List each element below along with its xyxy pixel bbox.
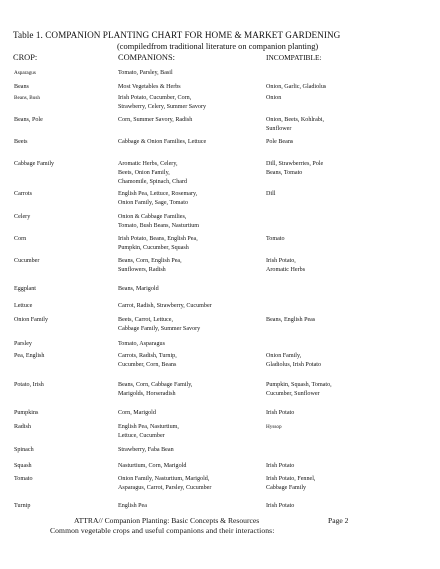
crop-cell: Onion Family — [14, 317, 49, 323]
footer-source: ATTRA// Companion Planting: Basic Concepts & Resources — [74, 516, 260, 525]
incompatible-line: Aromatic Herbs — [266, 266, 306, 273]
incompatible-line: Irish Potato, — [266, 258, 296, 264]
incompatible-line: Onion — [266, 95, 282, 101]
companions-line: Onion Family, Nasturtium, Marigold, — [118, 476, 210, 482]
companions-line: Beets, Onion Family, — [118, 169, 170, 176]
incompatible-line: Irish Potato — [266, 503, 295, 509]
incompatible-line: Hyssop — [266, 424, 282, 430]
companions-line: Corn, Marigold — [118, 410, 156, 416]
footer-caption: Common vegetable crops and useful companions and their interactions: — [50, 526, 275, 535]
incompatible-line: Pumpkin, Squash, Tomato, — [266, 382, 332, 388]
incompatible-line: Tomato — [266, 236, 285, 242]
incompatible-line: Onion, Garlic, Gladiolus — [266, 84, 327, 90]
companions-line: Cucumber, Corn, Beans — [118, 361, 177, 368]
incompatible-cell — [266, 475, 416, 493]
companions-line: Nasturtium, Corn, Marigold — [118, 463, 187, 469]
crop-cell: Cucumber — [14, 258, 40, 264]
column-header-companions: COMPANIONS: — [118, 53, 175, 62]
crop-cell: Beans — [14, 84, 29, 90]
companions-line: Strawberry, Celery, Summer Savory — [118, 103, 207, 110]
crop-cell: Pea, English — [14, 353, 45, 359]
companions-line: English Pea, Nasturtium, — [118, 424, 179, 430]
companions-line: Onion & Cabbage Families, — [118, 214, 187, 220]
companions-cell — [118, 116, 260, 125]
table-title: Table 1. COMPANION PLANTING CHART FOR HOME & MARKET GARDENING — [13, 30, 341, 40]
crop-cell: Radish — [14, 424, 31, 430]
companions-line: Cabbage & Onion Families, Lettuce — [118, 139, 207, 145]
crop-cell: Carrots — [14, 191, 32, 197]
incompatible-cell — [266, 502, 416, 511]
incompatible-cell — [266, 381, 416, 399]
companions-cell — [118, 257, 260, 275]
companions-line: Onion Family, Sage, Tomato — [118, 199, 188, 206]
companions-line: Asparagus, Carrot, Parsley, Cucumber — [118, 484, 212, 491]
crop-cell: Spinach — [14, 447, 34, 453]
companions-cell — [118, 69, 260, 78]
companions-line: Tomato, Bush Beans, Nasturtium — [118, 222, 199, 229]
companions-line: Strawberry, Faba Bean — [118, 447, 174, 453]
companions-line: Beans, Corn, Cabbage Family, — [118, 382, 193, 388]
incompatible-line: Irish Potato — [266, 463, 295, 469]
crop-cell: Pumpkins — [14, 410, 39, 416]
companions-line: Aromatic Herbs, Celery, — [118, 161, 178, 167]
companions-cell — [118, 94, 260, 112]
companions-cell — [118, 235, 260, 253]
incompatible-cell — [266, 94, 416, 103]
page-number: Page 2 — [328, 516, 349, 525]
incompatible-line: Cabbage Family — [266, 484, 307, 491]
companions-line: Most Vegetables & Herbs — [118, 84, 181, 90]
crop-cell: Asparagus — [14, 70, 36, 76]
crop-cell: Squash — [14, 463, 32, 469]
companions-cell — [118, 423, 260, 441]
incompatible-cell — [266, 235, 416, 244]
companions-cell — [118, 462, 260, 471]
companions-line: Chamomile, Spinach, Chard — [118, 178, 188, 185]
incompatible-line: Onion Family, — [266, 353, 302, 359]
crop-cell: Tomato — [14, 476, 33, 482]
incompatible-cell — [266, 138, 416, 147]
crop-cell: Lettuce — [14, 303, 33, 309]
incompatible-cell — [266, 257, 416, 275]
companions-cell — [118, 190, 260, 208]
incompatible-line: Beans, Tomato — [266, 169, 303, 176]
companions-cell — [118, 381, 260, 399]
incompatible-line: Dill — [266, 191, 276, 197]
crop-cell: Beets — [14, 139, 28, 145]
incompatible-line: Pole Beans — [266, 139, 294, 145]
companions-line: Pumpkin, Cucumber, Squash — [118, 244, 189, 251]
companions-line: English Pea — [118, 503, 147, 509]
column-header-crop: CROP: — [13, 53, 38, 62]
column-header-incompatible: INCOMPATIBLE: — [266, 53, 322, 62]
incompatible-line: Sunflower — [266, 125, 292, 132]
crop-cell: Eggplant — [14, 286, 37, 292]
crop-cell: Beans, Pole — [14, 117, 43, 123]
companions-cell — [118, 83, 260, 92]
companions-line: Irish Potato, Cucumber, Corn, — [118, 95, 192, 101]
crop-cell: Beans, Bush — [14, 95, 40, 101]
companions-line: Beans, Corn, English Pea, — [118, 258, 182, 264]
companions-line: Sunflowers, Radish — [118, 266, 166, 273]
companions-cell — [118, 340, 260, 349]
incompatible-cell — [266, 316, 416, 325]
companions-cell — [118, 352, 260, 370]
companions-line: Carrot, Radish, Strawberry, Cucumber — [118, 303, 212, 309]
incompatible-cell — [266, 462, 416, 471]
companions-line: Cabbage Family, Summer Savory — [118, 325, 201, 332]
incompatible-cell — [266, 116, 416, 134]
incompatible-line: Beans, English Peas — [266, 317, 316, 323]
companions-cell — [118, 160, 260, 186]
companions-cell — [118, 213, 260, 231]
companions-line: Beets, Carrot, Lettuce, — [118, 317, 173, 323]
companions-line: Tomato, Parsley, Basil — [118, 70, 173, 76]
incompatible-cell — [266, 160, 416, 178]
companions-cell — [118, 316, 260, 334]
incompatible-cell — [266, 83, 416, 92]
companions-line: Irish Potato, Beans, English Pea, — [118, 236, 198, 242]
crop-cell: Corn — [14, 236, 27, 242]
incompatible-cell — [266, 423, 416, 432]
companions-cell — [118, 502, 260, 511]
companions-line: English Pea, Lettuce, Rosemary, — [118, 191, 198, 197]
incompatible-line: Irish Potato — [266, 410, 295, 416]
companions-cell — [118, 285, 260, 294]
incompatible-line: Irish Potato, Fennel, — [266, 476, 316, 482]
table-subtitle: (compiledfrom traditional literature on companion planting) — [117, 42, 319, 51]
incompatible-cell — [266, 352, 416, 370]
crop-cell: Parsley — [14, 341, 32, 347]
crop-cell: Turnip — [14, 503, 31, 509]
incompatible-cell — [266, 190, 416, 199]
companions-line: Lettuce, Cucumber — [118, 432, 165, 439]
companions-cell — [118, 302, 260, 311]
incompatible-line: Gladiolus, Irish Potato — [266, 361, 322, 368]
incompatible-line: Dill, Strawberries, Pole — [266, 161, 324, 167]
incompatible-line: Cucumber, Sunflower — [266, 390, 320, 397]
companions-cell — [118, 446, 260, 455]
companions-line: Corn, Summer Savory, Radish — [118, 117, 193, 123]
incompatible-line: Onion, Beets, Kohlrabi, — [266, 117, 325, 123]
companions-cell — [118, 138, 260, 147]
companions-line: Tomato, Asparagus — [118, 341, 165, 347]
companions-cell — [118, 475, 260, 493]
companions-line: Carrots, Radish, Turnip, — [118, 353, 177, 359]
companions-line: Marigolds, Horseradish — [118, 390, 176, 397]
companions-cell — [118, 409, 260, 418]
crop-cell: Celery — [14, 214, 31, 220]
companions-line: Beans, Marigold — [118, 286, 159, 292]
incompatible-cell — [266, 409, 416, 418]
crop-cell: Potato, Irish — [14, 382, 44, 388]
crop-cell: Cabbage Family — [14, 161, 55, 167]
